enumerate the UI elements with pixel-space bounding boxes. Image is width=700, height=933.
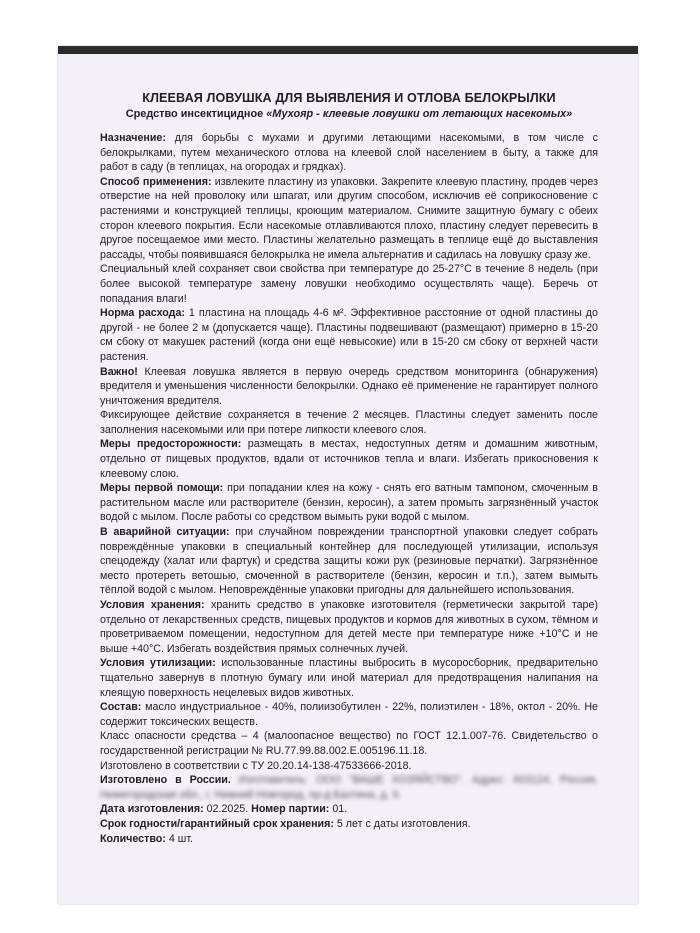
manufacturer-details-blurred: Изготовитель: ООО "ВАШЕ ХОЗЯЙСТВО". Адрес: 603124, Россия, Нижегородская обл., г. Нижний Новгород, пр-д Бахтина, д. 9.: [100, 774, 598, 801]
manufacturer-label: Изготовлено в России.: [100, 774, 231, 787]
section-text: при случайном повреждении транспортной упаковки следует собрать повреждённые упаковки в специальный контейнер для последующей утилизации, используя спецодежду (халат или фартук) и средства защиты кожи рук (резиновые перчатки). Загрязнённое место протереть ветошью, смоченной в растворителе (бензин, керосин и т.п.), затем вымыть тёплой водой с мылом. Неповреждённые упаковки пригодны для дальнейшего использования.: [100, 526, 598, 597]
quantity-line: [100, 832, 598, 847]
manufacture-date-label: Дата изготовления:: [100, 803, 204, 816]
section-text: Класс опасности средства – 4 (малоопасное вещество) по ГОСТ 12.1.007-76. Свидетельство о государственной регистрации № RU.77.99.88.002.Е.005196.11.18.: [100, 730, 598, 757]
section-label: Условия утилизации:: [100, 657, 216, 670]
section-paragraph: [100, 131, 598, 175]
shelf-life-value: 5 лет с даты изготовления.: [333, 817, 471, 830]
section-paragraph: [100, 729, 598, 758]
section-text: Фиксирующее действие сохраняется в течение 2 месяцев. Пластины следует заменить после заполнения насекомыми или при потере липкости клеевого слоя.: [100, 409, 598, 436]
section-paragraph: [100, 408, 598, 437]
section-paragraph: [100, 437, 598, 481]
section-text: Специальный клей сохраняет свои свойства при температуре до 25-27°С в течение 8 недель (при более высокой температуре замену ловушки необходимо осуществлять чаще). Беречь от попадания влаги!: [100, 263, 598, 305]
section-label: Условия хранения:: [100, 599, 205, 611]
section-paragraph: [100, 365, 598, 409]
section-text: размещать в местах, недоступных детям и домашним животным, отдельно от пищевых продуктов, вдали от источников тепла и влаги. Избегать прикосновения к клеевому слою.: [100, 438, 598, 480]
section-paragraph: [100, 759, 598, 774]
quantity-value: 4 шт.: [165, 832, 193, 845]
section-paragraph: [100, 481, 598, 525]
section-label: Меры первой помощи:: [100, 482, 224, 495]
section-paragraph: [100, 656, 598, 700]
section-paragraph: [100, 598, 598, 656]
instruction-sheet: [58, 46, 638, 904]
document-subtitle: [100, 107, 598, 122]
section-label: Норма расхода:: [100, 307, 185, 320]
batch-value: 01.: [329, 803, 348, 816]
document-title: КЛЕЕВАЯ ЛОВУШКА ДЛЯ ВЫЯВЛЕНИЯ И ОТЛОВА БЕЛОКРЫЛКИ: [142, 91, 556, 105]
section-paragraph: [100, 700, 598, 729]
manufacture-date-value: 02.2025.: [203, 803, 252, 816]
shelf-life-line: [100, 817, 598, 832]
section-text: хранить средство в упаковке изготовителя (герметически закрытой таре) отдельно от лекарственных средств, пищевых продуктов и кормов для животных в сухом, тёмном и проветриваемом помещении, недоступном для детей месте при температуре ниже +10°С и не выше +40°С. Избегать воздействия прямых солнечных лучей.: [100, 599, 598, 655]
subtitle-product-name: «Мухояр - клеевые ловушки от летающих насекомых»: [266, 108, 573, 120]
section-text: Изготовлено в соответствии с ТУ 20.20.14-138-47533666-2018.: [100, 759, 412, 772]
subtitle-prefix: Средство инсектицидное: [125, 108, 264, 120]
section-text: извлеките пластину из упаковки. Закрепите клеевую пластину, продев через отверстие на ней проволоку или шпагат, или другим способом, исключив её соприкосновение с растениями и конструкцией теплицы, кроющим материалом. Снимите защитную бумагу с обеих сторон клеевого покрытия. Если насекомые отлавливаются плохо, пластину следует перевесить в другое посещаемое ими место. Пластины желательно размещать в теплице ещё до выставления рассады, чтобы появившаяся белокрылка не имела альтернатив и садилась на ловушку сразу же.: [100, 175, 598, 261]
batch-label: Номер партии:: [251, 803, 330, 816]
section-text: Клеевая ловушка является в первую очередь средством мониторинга (обнаружения) вредителя и уменьшения численности белокрылки. Однако её применение не гарантирует полного уничтожения вредителя.: [100, 365, 598, 407]
section-label: В аварийной ситуации:: [100, 526, 230, 539]
sections-list: [100, 131, 598, 773]
document-body: [100, 90, 598, 846]
section-paragraph: [100, 262, 598, 306]
section-label: Назначение:: [100, 132, 166, 144]
section-label: Способ применения:: [100, 175, 212, 188]
section-paragraph: [100, 306, 598, 364]
section-paragraph: [100, 525, 598, 598]
manufacture-date-line: [100, 802, 598, 817]
quantity-label: Количество:: [100, 832, 166, 845]
section-label: Важно!: [100, 365, 138, 378]
section-text: при попадании клея на кожу - снять его ватным тампоном, смоченным в растительном масле или растворителе (бензин, керосин), а затем промыть загрязнённый участок водой с мылом. После работы со средством вымыть руки водой с мылом.: [100, 482, 598, 524]
manufacturer-line: [100, 773, 598, 802]
section-paragraph: [100, 175, 598, 263]
section-text: использованные пластины выбросить в мусоросборник, предварительно тщательно завернув в плотную бумагу или иной материал для предотвращения налипания на клеящую поверхность нецелевых видов животных.: [100, 657, 598, 699]
shelf-life-label: Срок годности/гарантийный срок хранения:: [100, 817, 334, 830]
section-text: 1 пластина на площадь 4-6 м². Эффективное расстояние от одной пластины до другой - не более 2 м (допускается чаще). Пластины подвешивают (размещают) примерно в 15-20 см сбоку от макушек растений (когда они ещё невысокие) или в 15-20 см сбоку от верхней части растения.: [100, 307, 598, 363]
top-edge-strip: [58, 46, 638, 54]
section-label: Состав:: [100, 701, 142, 714]
section-text: масло индустриальное - 40%, полиизобутилен - 22%, полиэтилен - 18%, октол - 20%. Не содержит токсических веществ.: [100, 701, 598, 728]
section-text: для борьбы с мухами и другими летающими насекомыми, в том числе с белокрылками, путем механического отлова на клеевой слой населением в быту, а также для работ в саду (в теплицах, на огородах и грядках).: [100, 132, 598, 174]
section-label: Меры предосторожности:: [100, 438, 242, 451]
